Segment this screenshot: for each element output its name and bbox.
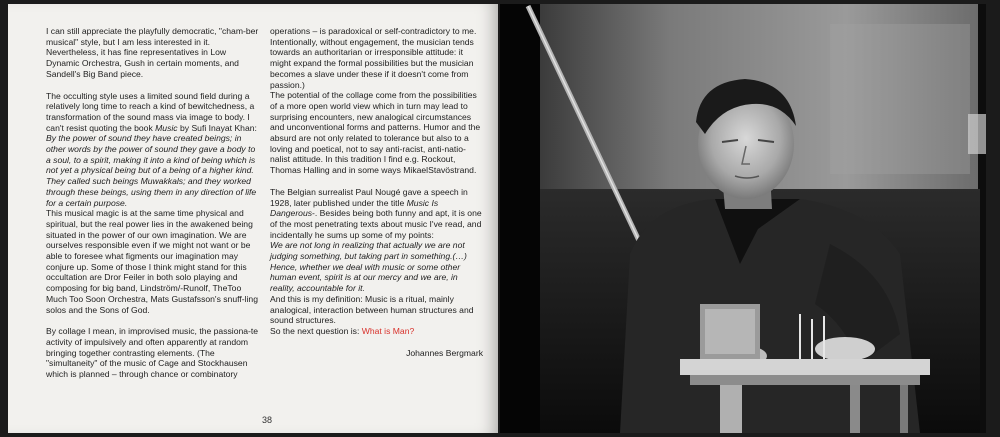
question-highlight: What is Man? [361,325,415,336]
paragraph: The occulting style uses a limited sound field during a relatively long time to reach a kind of bewitchedness, a transformation of the sound mass via image to body. I can't resist quoting the book Music by Sufi Inayat Khan: By the power of sound they have created beings; in other words by the power of sound they gave a body to a soul, to a spirit, making it into a kind of being which is not yet a physical being but of a being of a higher kind. They called such beings Muwakkals; and they worked through these beings, using them in any direction of life for a certain purpose. This musical magic is at the same time physical and spiritual, but the real power lies in the awakened being situated in the power of our own imagination. We are ourselves responsible even if we might not want or be able to foresee what figments our imagination may conjure up. Some of those I think might stand for this occultation are Dror Feiler in both solo playing and composing for big band, Lindström/-Runolf, TheToo Much Too Soon Orchestra, Mats Gustafsson's snuff-ling solos and the Sons of God. [46,90,258,315]
text-page [8,4,498,433]
paragraph: The Belgian surrealist Paul Nougé gave a speech in 1928, later published under the title Music Is Dangerous-. Besides being both funny and apt, it is one of the most penetrating texts about music I've read, and incidentally he sums up some of my points: We are not long in realizing that actually we are not judging something, but taking part in something.(…) Hence, whether we deal with music or some other human event, spirit is at our mercy and we are, in reality, accountable for it. And this is my definition: Music is a ritual, mainly analogical, interaction between human structures and sound structures. So the next question is: What is Man? [270,186,482,336]
quote: We are not long in realizing that actually we are not judging something, but taking part in something.(…) Hence, whether we deal with music or some other human event, spirit is at our mercy and we are, in reality, accountable for it. [270,240,467,294]
paragraph: operations – is paradoxical or self-contradictory to me. Intentionally, without engagement, the musician tends towards an authoritarian or irresponsible attitude: it might expand the formal possibilities but the musician becomes a slave under these if it doesn't come from passion.) The potential of the collage come from the possibilities of a more open world view which in turn may lead to surprising encounters, new analogical circumstances and unconventional forms and patterns. Humor and the absurd are not only related to tolerance but also to a loving and poetical, not to say anti-racist, anti-natio-nalist attitude. In this tradition I find e.g. Rockout, Thomas Halling and in some ways MikaelStavöstrand. [270,26,481,176]
text-column-right [270,26,483,369]
author-signature: Johannes Bergmark [406,347,483,358]
text-column-left [46,26,259,391]
page-number: 38 [262,415,273,425]
paragraph: I can still appreciate the playfully democratic, "cham-ber musical" style, but I am less interested in it. Nevertheless, it has fine representatives in Low Dynamic Orchestra, Gush in certain moments, and Sandell's Big Band piece. [46,26,259,79]
paragraph: By collage I mean, in improvised music, the passiona-te activity of impulsively and often apparently at random bringing together contrasting elements. (The "simultaneity" of the music of Cage and Stockhausen which is planned – through chance or combinatory [46,326,259,380]
musician-photo [500,4,986,433]
photo-page [500,4,986,433]
quote: By the power of sound they have created beings; in other words by the power of sound they gave a body to a soul, to a spirit, making it into a kind of being which is not yet a physical being but of a being of a higher kind. They called such beings Muwakkals; and they worked through these beings, using them in any direction of life for a certain purpose. [46,133,257,208]
